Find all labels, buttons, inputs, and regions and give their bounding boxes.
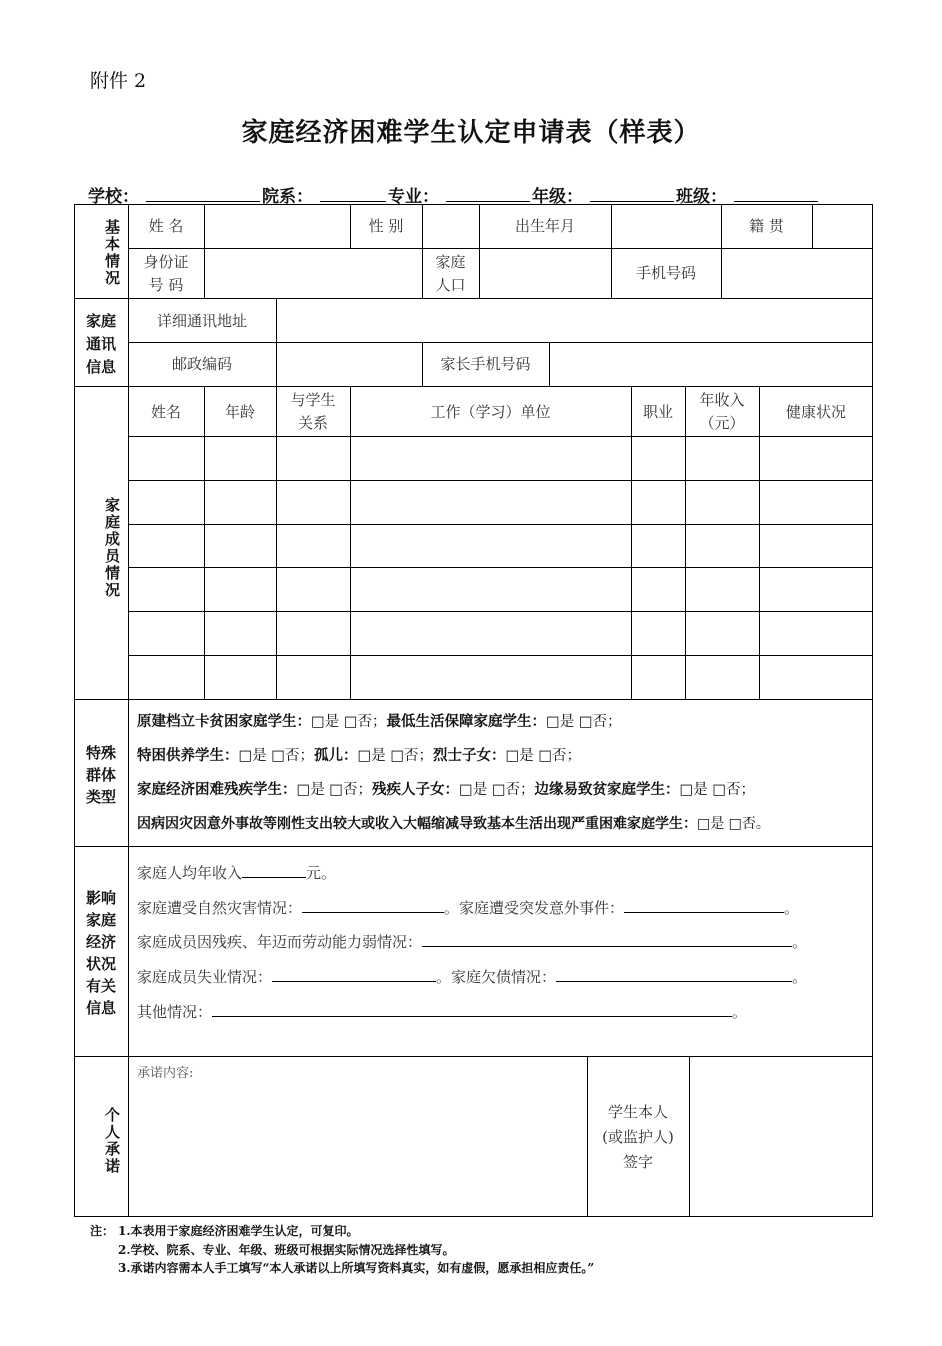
department-blank[interactable] <box>320 201 386 202</box>
col-divider <box>685 386 686 699</box>
col-income-2: （元） <box>699 414 745 432</box>
row-divider <box>128 480 873 481</box>
impact-section-label-5: 有关 <box>85 977 116 995</box>
col-health: 健康状况 <box>785 403 846 421</box>
grade-label: 年级： <box>532 187 583 207</box>
special-option-checkbox[interactable]: □是 □否； <box>357 748 434 764</box>
department-label: 院系： <box>262 187 313 207</box>
col-relation-1: 与学生 <box>290 391 336 409</box>
members-section-label: 家庭成员情况 <box>103 497 121 599</box>
note-3: 3.承诺内容需本人手工填写“本人承诺以上所填写资料真实，如有虚假，愿承担相应责任。” <box>118 1261 595 1275</box>
col-divider <box>350 386 351 699</box>
col-divider <box>204 204 205 248</box>
pledge-content-area[interactable] <box>130 1076 582 1210</box>
special-line-3: 家庭经济困难残疾学生：□是 □否；残疾人子女：□是 □否；边缘易致贫家庭学生：□是 □否； <box>137 781 756 798</box>
row-divider <box>128 436 873 437</box>
accident-blank[interactable] <box>624 898 784 913</box>
col-divider <box>587 1056 588 1217</box>
section-divider <box>74 1056 873 1057</box>
col-income-1: 年收入 <box>699 391 745 409</box>
row-divider <box>128 611 873 612</box>
gender-label: 性 别 <box>368 217 404 235</box>
special-option-checkbox[interactable]: □是 □否； <box>311 714 387 730</box>
col-divider <box>422 342 423 386</box>
col-divider <box>611 204 612 298</box>
col-divider <box>204 386 205 699</box>
debt-blank[interactable] <box>556 967 792 982</box>
origin-label: 籍 贯 <box>749 217 784 235</box>
impact-section-label-4: 状况 <box>85 955 116 973</box>
special-line-2: 特困供养学生：□是 □否；孤儿：□是 □否；烈士子女：□是 □否； <box>137 747 582 764</box>
disability-row: 家庭成员因残疾、年迈而劳动能力弱情况： 。 <box>137 933 808 951</box>
income-row: 家庭人均年收入 元。 <box>137 864 337 882</box>
col-divider <box>689 1056 690 1217</box>
special-section-label-1: 特殊 <box>85 744 116 762</box>
id-number-label-2: 号 码 <box>148 276 184 294</box>
impact-section-label-3: 经济 <box>85 933 116 951</box>
special-line-1: 原建档立卡贫困家庭学生：□是 □否；最低生活保障家庭学生：□是 □否； <box>137 713 622 730</box>
disaster-blank[interactable] <box>302 898 444 913</box>
income-blank[interactable] <box>242 863 306 878</box>
form-title: 家庭经济困难学生认定申请表（样表） <box>241 118 701 148</box>
special-line-4: 因病因灾因意外事故等刚性支出较大或收入大幅缩减导致基本生活出现严重困难家庭学生：□是 □否。 <box>137 816 770 832</box>
signature-area[interactable] <box>691 1058 871 1215</box>
col-occupation: 职业 <box>642 403 673 421</box>
special-option-checkbox[interactable]: □是 □否； <box>296 782 373 798</box>
section-divider <box>74 298 873 299</box>
unemployment-row: 家庭成员失业情况： 。家庭欠债情况： 。 <box>137 968 808 986</box>
major-blank[interactable] <box>446 201 530 202</box>
other-row: 其他情况： 。 <box>137 1003 748 1021</box>
col-relation-2: 关系 <box>297 414 328 432</box>
grade-blank[interactable] <box>590 201 674 202</box>
class-blank[interactable] <box>734 201 818 202</box>
class-label: 班级： <box>676 187 727 207</box>
col-age: 年龄 <box>224 403 255 421</box>
signature-label-2: (或监护人) <box>602 1128 674 1146</box>
note-2: 2.学校、院系、专业、年级、班级可根据实际情况选择性填写。 <box>118 1243 455 1257</box>
signature-label-3: 签字 <box>622 1153 653 1171</box>
attachment-label: 附件 2 <box>90 70 147 92</box>
household-label-2: 人口 <box>435 276 466 294</box>
special-section-label-3: 类型 <box>85 788 116 806</box>
special-section-label-2: 群体 <box>85 766 116 784</box>
postcode-label: 邮政编码 <box>171 355 232 373</box>
col-divider <box>276 386 277 699</box>
major-label: 专业： <box>388 187 439 207</box>
school-label: 学校： <box>88 187 139 207</box>
impact-section-label-6: 信息 <box>85 999 116 1017</box>
col-divider <box>759 386 760 699</box>
row-divider <box>128 248 873 249</box>
col-divider <box>479 204 480 298</box>
signature-label-1: 学生本人 <box>607 1103 668 1121</box>
pledge-content-label: 承诺内容: <box>137 1066 194 1081</box>
basic-info-section-label: 基本情况 <box>103 219 121 287</box>
impact-section-label-1: 影响 <box>85 889 116 907</box>
section-divider <box>74 846 873 847</box>
parent-phone-label: 家长手机号码 <box>440 355 531 373</box>
col-divider <box>812 204 813 248</box>
special-option-checkbox[interactable]: □是 □否； <box>679 782 756 798</box>
address-label: 详细通讯地址 <box>156 312 247 330</box>
col-divider <box>721 204 722 298</box>
row-divider <box>128 655 873 656</box>
unemployment-blank[interactable] <box>272 967 436 982</box>
contact-section-label-2: 通讯 <box>85 335 116 353</box>
note-1: 1.本表用于家庭经济困难学生认定，可复印。 <box>118 1224 359 1238</box>
special-option-checkbox[interactable]: □是 □否； <box>546 714 622 730</box>
section-divider <box>74 699 873 700</box>
school-blank[interactable] <box>146 201 260 202</box>
disaster-row: 家庭遭受自然灾害情况： 。家庭遭受突发意外事件： 。 <box>137 899 800 917</box>
row-divider <box>128 524 873 525</box>
special-option-checkbox[interactable]: □是 □否。 <box>697 816 770 832</box>
contact-section-label-1: 家庭 <box>85 312 116 330</box>
col-divider <box>276 298 277 386</box>
pledge-section-label: 个人承诺 <box>103 1107 121 1175</box>
other-blank[interactable] <box>212 1002 732 1017</box>
household-label-1: 家庭 <box>435 253 466 271</box>
special-option-checkbox[interactable]: □是 □否； <box>238 748 315 764</box>
col-name: 姓名 <box>150 403 181 421</box>
col-divider <box>631 386 632 699</box>
row-divider <box>128 342 873 343</box>
col-divider <box>422 204 423 298</box>
notes-prefix: 注： <box>90 1224 115 1238</box>
contact-section-label-3: 信息 <box>85 358 116 376</box>
special-option-checkbox[interactable]: □是 □否； <box>459 782 535 798</box>
col-workplace: 工作（学习）单位 <box>430 403 551 421</box>
col-divider <box>204 248 205 298</box>
row-divider <box>128 567 873 568</box>
id-number-label-1: 身份证 <box>143 253 189 271</box>
special-option-checkbox[interactable]: □是 □否； <box>505 748 582 764</box>
col-divider <box>350 204 351 248</box>
birth-label: 出生年月 <box>514 217 575 235</box>
impact-section-label-2: 家庭 <box>85 911 116 929</box>
section-divider <box>74 386 873 387</box>
phone-label: 手机号码 <box>635 264 696 282</box>
name-label: 姓 名 <box>148 217 184 235</box>
label-column-divider <box>128 204 129 1217</box>
disability-blank[interactable] <box>422 932 792 947</box>
col-divider <box>549 342 550 386</box>
